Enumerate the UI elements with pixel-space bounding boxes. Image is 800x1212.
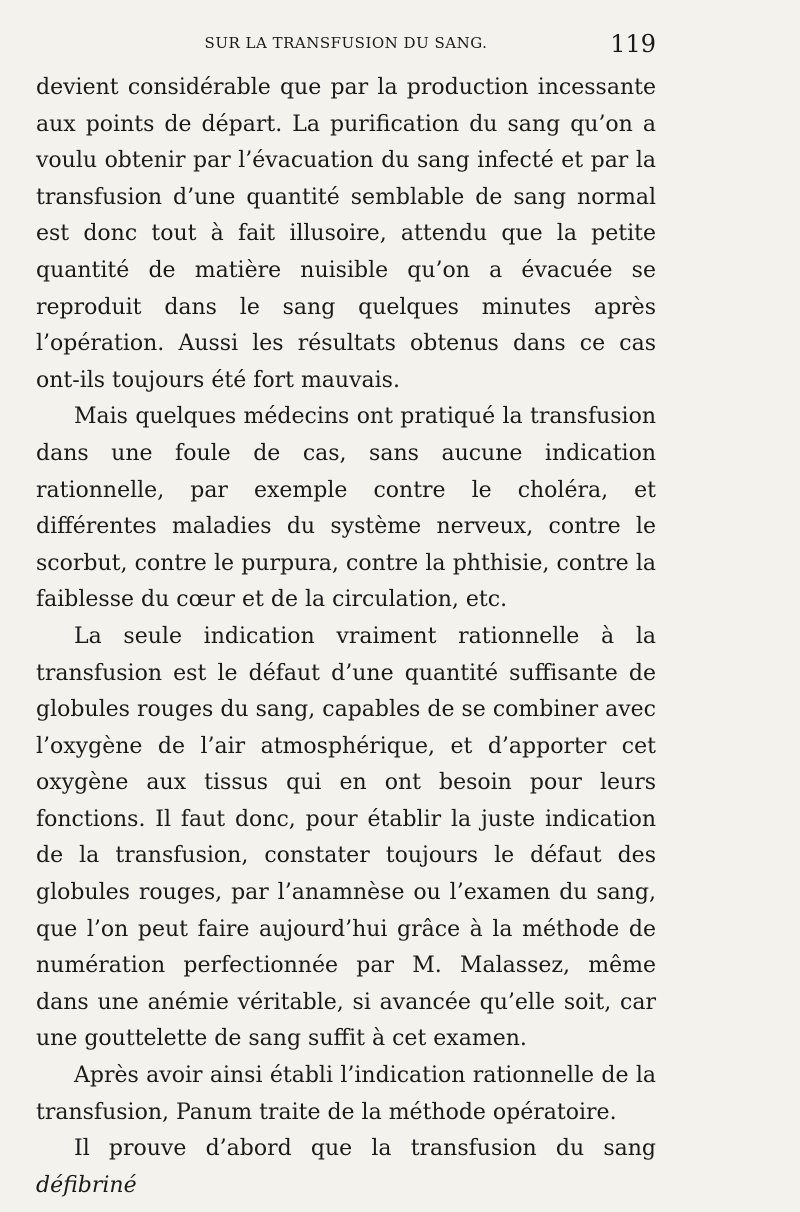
paragraph-5-text: Il prouve d’abord que la transfusion du sang xyxy=(74,1136,656,1162)
paragraph-5 xyxy=(36,1131,656,1204)
page-number: 119 xyxy=(610,30,656,58)
paragraph-1: devient considérable que par la production incessante aux points de départ. La purification du sang qu’on a voulu obtenir par l’évacuation du sang infecté et par la transfusion d’une quantité semblable de sang normal est donc tout à fait illusoire, attendu que la petite quantité de matière nuisible qu’on a évacuée se reproduit dans le sang quelques minutes après l’opération. Aussi les résultats obtenus dans ce cas ont-ils toujours été fort mauvais. xyxy=(36,75,656,393)
body-text xyxy=(36,70,656,1204)
running-head xyxy=(36,30,656,60)
paragraph-5-italic: défibriné xyxy=(36,1172,137,1198)
paragraph-2: Mais quelques médecins ont pratiqué la transfusion dans une foule de cas, sans aucune indication rationnelle, par exemple contre le choléra, et différentes maladies du système nerveux, contre le scorbut, contre le purpura, contre la phthisie, contre la faiblesse du cœur et de la circulation, etc. xyxy=(36,404,656,613)
running-title: SUR LA TRANSFUSION DU SANG. xyxy=(204,34,488,52)
paragraph-3: La seule indication vraiment rationnelle à la transfusion est le défaut d’une quantité suffisante de globules rouges du sang, capables de se combiner avec l’oxygène de l’air atmosphérique, et d’apporter cet oxygène aux tissus qui en ont besoin pour leurs fonctions. Il faut donc, pour établir la juste indication de la transfusion, constater toujours le défaut des globules rouges, par l’anamnèse ou l’examen du sang, que l’on peut faire aujourd’hui grâce à la méthode de numération perfectionnée par M. Malassez, même dans une anémie véritable, si avancée qu’elle soit, car une gouttelette de sang suffit à cet examen. xyxy=(36,623,656,1052)
paragraph-4: Après avoir ainsi établi l’indication rationnelle de la transfusion, Panum traite de la méthode opératoire. xyxy=(36,1063,656,1125)
